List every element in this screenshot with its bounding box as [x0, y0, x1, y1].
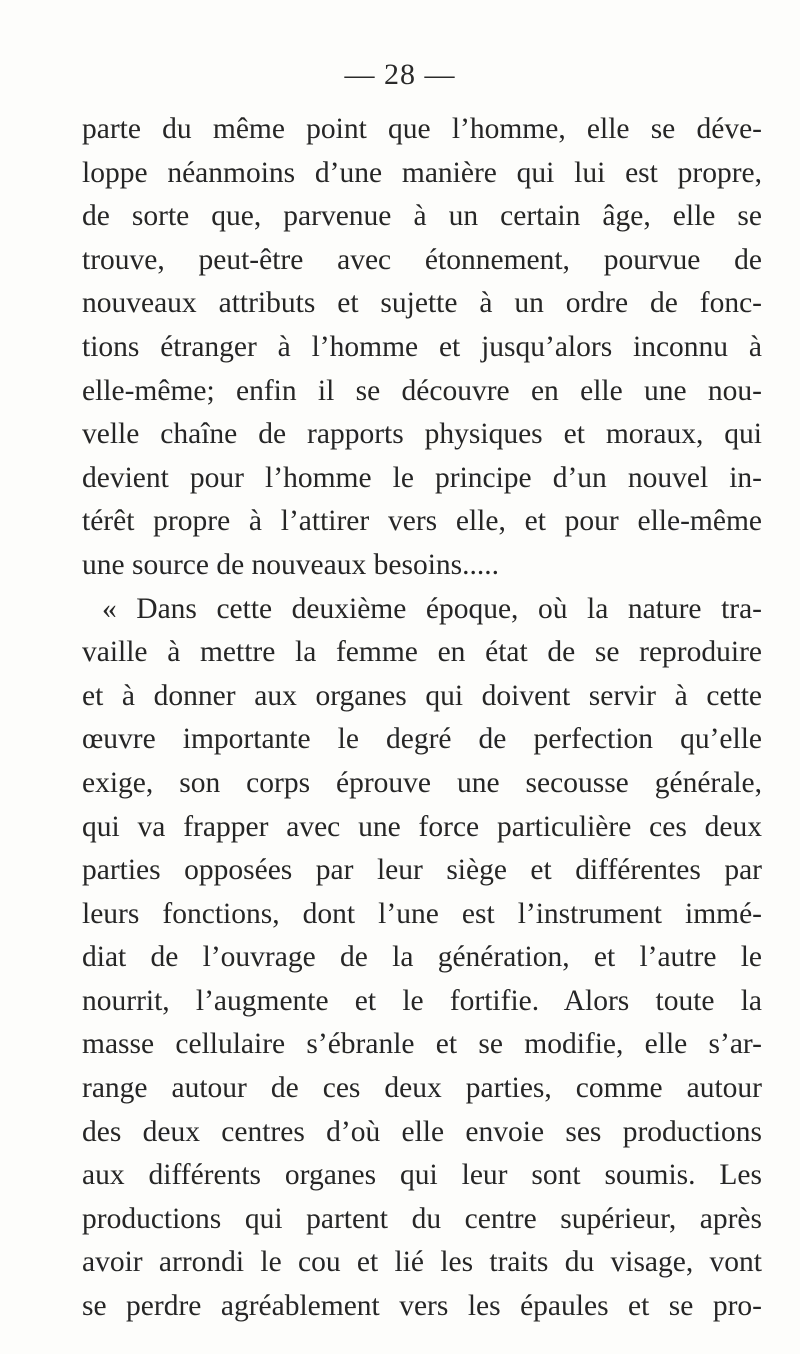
text-line: « Dans cette deuxième époque, où la nature tra-	[102, 592, 762, 625]
text-line: loppe néanmoins d’une manière qui lui est propre,	[82, 156, 762, 189]
text-line: œuvre importante le degré de perfection qu’elle	[82, 723, 762, 756]
text-line: se perdre agréablement vers les épaules et se pro-	[82, 1290, 762, 1323]
body-text	[82, 108, 762, 1329]
text-line: térêt propre à l’attirer vers elle, et pour elle-même	[82, 505, 762, 538]
text-line: leurs fonctions, dont l’une est l’instrument immé-	[82, 897, 762, 930]
text-line: parte du même point que l’homme, elle se déve-	[82, 113, 762, 145]
text-line: range autour de ces deux parties, comme autour	[82, 1072, 762, 1105]
text-line: masse cellulaire s’ébranle et se modifie, elle s’ar-	[82, 1028, 762, 1061]
text-line: avoir arrondi le cou et lié les traits du visage, vont	[82, 1246, 762, 1279]
text-line: nouveaux attributs et sujette à un ordre de fonc-	[82, 287, 762, 320]
text-line: trouve, peut-être avec étonnement, pourvue de	[82, 243, 762, 276]
text-line: parties opposées par leur siège et différentes par	[82, 854, 762, 887]
text-line: une source de nouveaux besoins.....	[82, 548, 499, 581]
text-line: nourrit, l’augmente et le fortifie. Alors toute la	[82, 984, 762, 1017]
text-line: et à donner aux organes qui doivent servir à cette	[82, 679, 762, 712]
text-line: des deux centres d’où elle envoie ses productions	[82, 1115, 762, 1148]
text-line: velle chaîne de rapports physiques et moraux, qui	[82, 418, 762, 451]
text-line: productions qui partent du centre supérieur, après	[82, 1202, 762, 1235]
text-line: aux différents organes qui leur sont soumis. Les	[82, 1159, 762, 1192]
text-line: de sorte que, parvenue à un certain âge, elle se	[82, 200, 762, 233]
text-line: exige, son corps éprouve une secousse générale,	[82, 766, 762, 799]
text-line: qui va frapper avec une force particulière ces deux	[82, 810, 762, 843]
page-number: — 28 —	[344, 58, 456, 91]
text-line: vaille à mettre la femme en état de se reproduire	[82, 636, 762, 669]
text-line: elle-même; enfin il se découvre en elle une nou-	[82, 374, 762, 407]
text-line: diat de l’ouvrage de la génération, et l’autre le	[82, 941, 762, 974]
text-line: tions étranger à l’homme et jusqu’alors inconnu à	[82, 330, 762, 363]
text-line: devient pour l’homme le principe d’un nouvel in-	[82, 461, 762, 494]
